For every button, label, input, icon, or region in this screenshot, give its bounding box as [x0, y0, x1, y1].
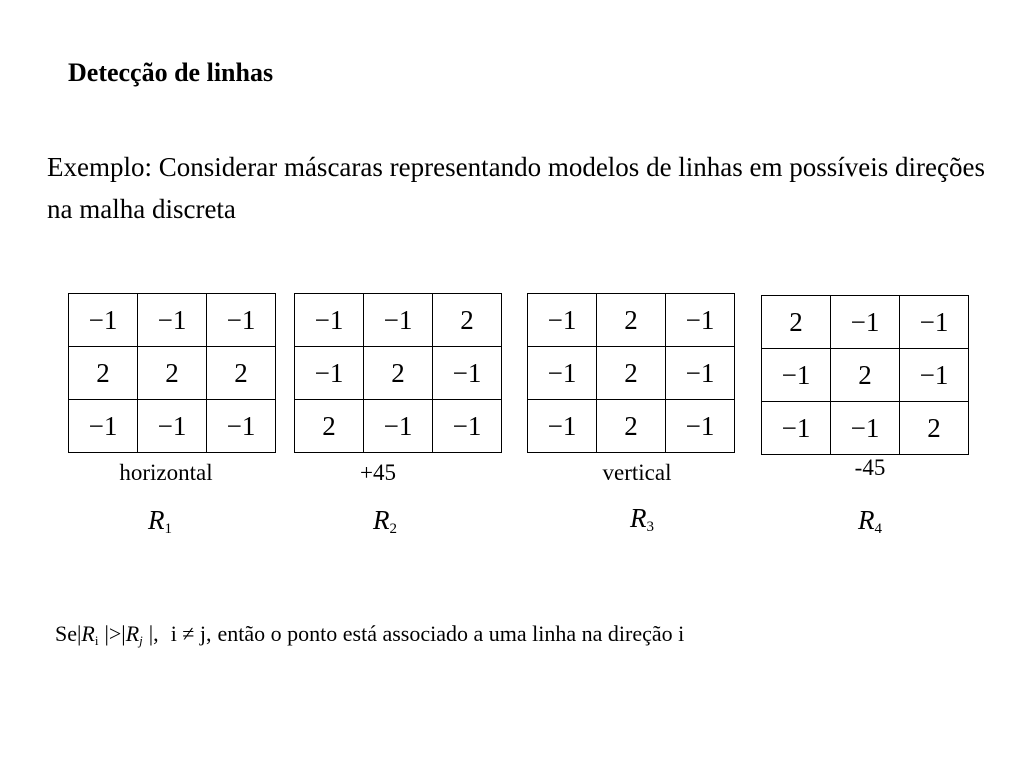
- mask-cell: 2: [597, 347, 666, 400]
- mask-cell: −1: [433, 347, 502, 400]
- mask-cell: 2: [433, 294, 502, 347]
- formula-gt: |>|: [104, 621, 126, 646]
- mask-cell: 2: [138, 347, 207, 400]
- mask-plus45: [294, 293, 502, 453]
- formula-sub-i: i: [94, 633, 99, 648]
- mask-cell: −1: [900, 296, 969, 349]
- mask-cell: −1: [762, 402, 831, 455]
- mask-vertical: [527, 293, 735, 453]
- mask-label: $R_1$: [148, 505, 172, 537]
- page-title: Detecção de linhas: [68, 58, 274, 87]
- mask-cell: −1: [138, 294, 207, 347]
- mask-cell: −1: [528, 347, 597, 400]
- mask-cell: −1: [528, 294, 597, 347]
- formula-bar: |: [77, 621, 82, 646]
- mask-label: $R_2$: [373, 505, 397, 537]
- mask-cell: −1: [364, 400, 433, 453]
- mask-cell: 2: [900, 402, 969, 455]
- formula-condition: i ≠ j,: [170, 621, 212, 646]
- mask-cell: −1: [666, 294, 735, 347]
- mask-cell: 2: [295, 400, 364, 453]
- mask-label: $R_3$: [630, 503, 654, 535]
- mask-cell: 2: [597, 294, 666, 347]
- mask-cell: −1: [295, 294, 364, 347]
- mask-cell: −1: [762, 349, 831, 402]
- formula-conclusion: então o ponto está associado a uma linha na direção i: [217, 621, 685, 646]
- mask-cell: −1: [138, 400, 207, 453]
- mask-cell: −1: [900, 349, 969, 402]
- mask-cell: −1: [831, 296, 900, 349]
- mask-caption: +45: [360, 460, 396, 485]
- mask-cell: −1: [528, 400, 597, 453]
- formula-sub-j: j: [139, 633, 143, 648]
- mask-cell: 2: [831, 349, 900, 402]
- mask-cell: −1: [207, 294, 276, 347]
- mask-cell: −1: [69, 294, 138, 347]
- condition-formula: [55, 621, 684, 649]
- mask-caption: -45: [854, 455, 886, 480]
- mask-cell: 2: [207, 347, 276, 400]
- mask-cell: −1: [831, 402, 900, 455]
- intro-text: Exemplo: Considerar máscaras representando modelos de linhas em possíveis direções na malha discreta: [47, 152, 985, 224]
- mask-caption: horizontal: [119, 460, 213, 485]
- formula-close: |,: [148, 621, 159, 646]
- mask-caption: vertical: [602, 460, 672, 485]
- mask-cell: −1: [433, 400, 502, 453]
- mask-cell: 2: [762, 296, 831, 349]
- formula-se: Se: [55, 621, 77, 646]
- mask-cell: −1: [69, 400, 138, 453]
- mask-cell: 2: [364, 347, 433, 400]
- mask-cell: −1: [207, 400, 276, 453]
- mask-cell: −1: [666, 400, 735, 453]
- mask-cell: 2: [69, 347, 138, 400]
- formula-r-i: R: [81, 621, 95, 646]
- mask-cell: −1: [364, 294, 433, 347]
- mask-label: $R_4$: [858, 505, 882, 537]
- mask-cell: −1: [666, 347, 735, 400]
- mask-horizontal: [68, 293, 276, 453]
- formula-r-j: R: [125, 621, 140, 646]
- mask-cell: 2: [597, 400, 666, 453]
- mask-minus45: [761, 295, 969, 455]
- mask-cell: −1: [295, 347, 364, 400]
